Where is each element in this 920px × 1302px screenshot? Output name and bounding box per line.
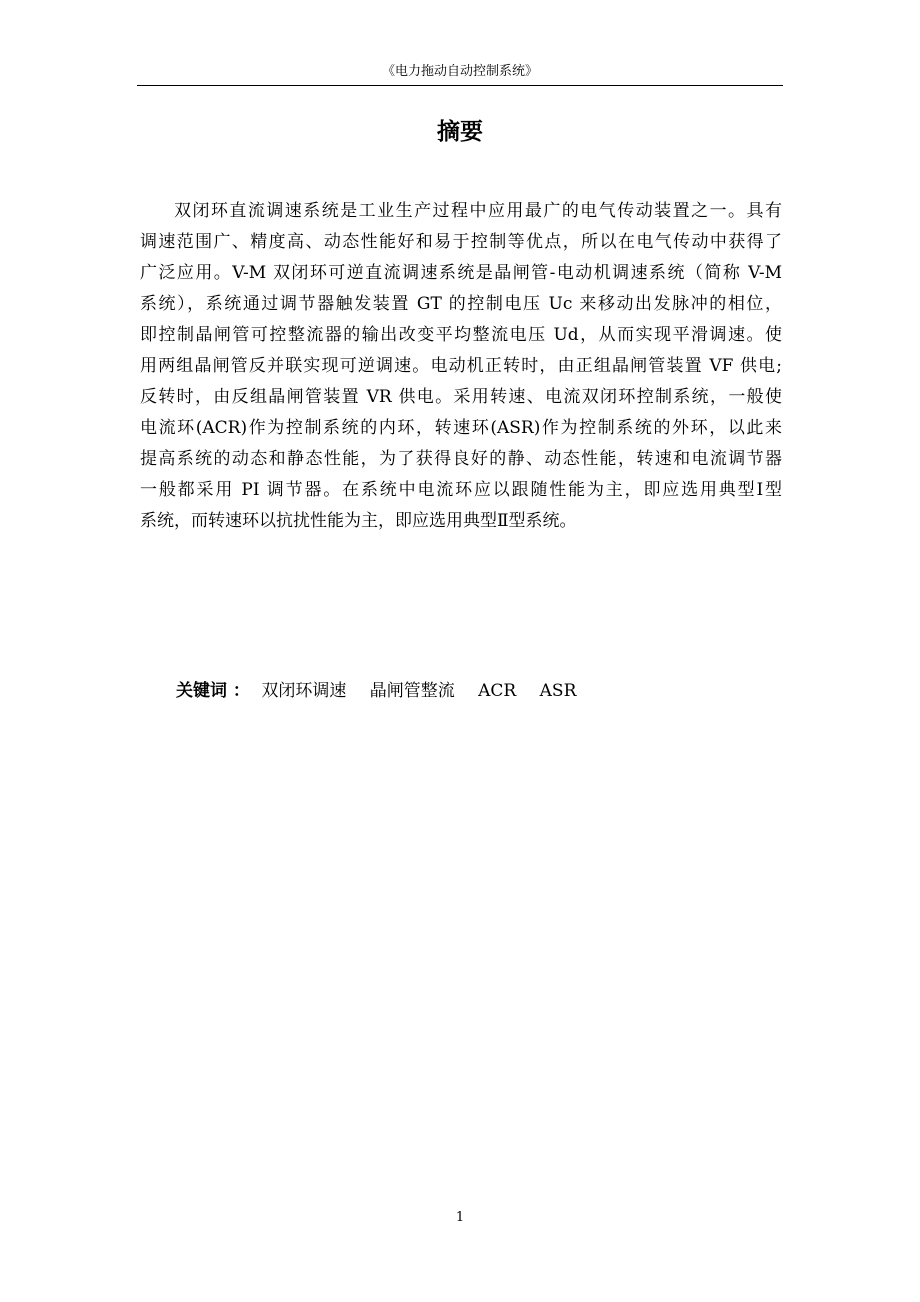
page-title: 摘要 bbox=[437, 119, 483, 145]
abstract-line: 系统），系统通过调节器触发装置 GT 的控制电压 Uc 来移动出发脉冲的相位， bbox=[140, 294, 782, 314]
keywords bbox=[176, 678, 594, 704]
keyword: ASR bbox=[539, 681, 577, 701]
keywords-label: 关键词 ： bbox=[176, 681, 250, 701]
abstract-body bbox=[140, 196, 782, 537]
abstract-line: 系统，而转速环以抗扰性能为主，即应选用典型Ⅱ型系统。 bbox=[140, 511, 577, 531]
header-rule bbox=[137, 85, 783, 86]
abstract-line: 调速范围广、精度高、动态性能好和易于控制等优点，所以在电气传动中获得了 bbox=[140, 232, 782, 252]
abstract-line: 一般都采用 PI 调节器。在系统中电流环应以跟随性能为主，即应选用典型Ⅰ型 bbox=[140, 480, 782, 500]
page-number: 1 bbox=[455, 1210, 465, 1225]
keyword: 晶闸管整流 bbox=[369, 681, 455, 701]
abstract-line: 双闭环直流调速系统是工业生产过程中应用最广的电气传动装置之一。具有 bbox=[174, 201, 782, 221]
abstract-line: 电流环(ACR)作为控制系统的内环，转速环(ASR)作为控制系统的外环，以此来 bbox=[140, 418, 782, 438]
abstract-line: 用两组晶闸管反并联实现可逆调速。电动机正转时，由正组晶闸管装置 VF 供电; bbox=[140, 356, 782, 376]
abstract-line: 广泛应用。V-M 双闭环可逆直流调速系统是晶闸管-电动机调速系统（简称 V-M bbox=[140, 263, 782, 283]
abstract-line: 反转时，由反组晶闸管装置 VR 供电。采用转速、电流双闭环控制系统，一般使 bbox=[140, 387, 782, 407]
keyword: 双闭环调速 bbox=[261, 681, 347, 701]
running-header: 《电力拖动自动控制系统》 bbox=[381, 64, 538, 79]
keyword: ACR bbox=[478, 681, 517, 701]
abstract-line: 提高系统的动态和静态性能，为了获得良好的静、动态性能，转速和电流调节器 bbox=[140, 449, 782, 469]
abstract-line: 即控制晶闸管可控整流器的输出改变平均整流电压 Ud，从而实现平滑调速。使 bbox=[140, 325, 782, 345]
